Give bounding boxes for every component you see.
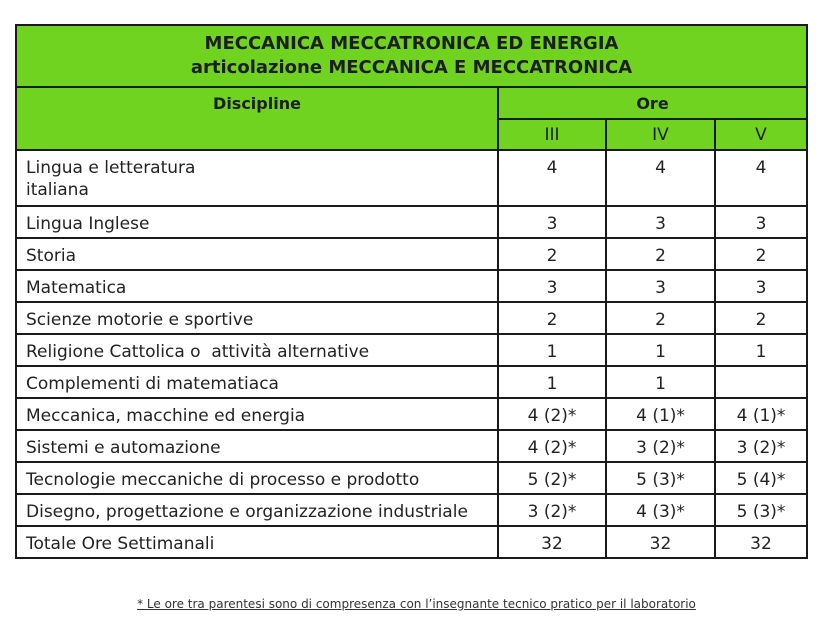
hours-v: 3 (2)* <box>715 430 807 462</box>
title-line-2: articolazione MECCANICA E MECCATRONICA <box>190 57 633 78</box>
table-row <box>16 150 807 206</box>
subject-cell: Sistemi e automazione <box>16 430 498 462</box>
table-row <box>16 462 807 494</box>
header-year-v: V <box>715 119 807 150</box>
subject-line-1: Lingua e letteratura <box>26 158 196 178</box>
hours-iii: 2 <box>498 302 606 334</box>
hours-v <box>715 366 807 398</box>
footnote-text: * Le ore tra parentesi sono di compresenza con l’insegnante tecnico pratico per il laboratorio <box>137 597 696 611</box>
hours-iv: 5 (3)* <box>606 462 715 494</box>
hours-iii: 3 (2)* <box>498 494 606 526</box>
header-year-iii: III <box>498 119 606 150</box>
hours-v: 5 (4)* <box>715 462 807 494</box>
curriculum-table-container <box>15 24 806 559</box>
subject-cell: Meccanica, macchine ed energia <box>16 398 498 430</box>
hours-iii: 4 (2)* <box>498 398 606 430</box>
hours-iii: 2 <box>498 238 606 270</box>
hours-iv: 4 (3)* <box>606 494 715 526</box>
subject-cell: Religione Cattolica o attività alternative <box>16 334 498 366</box>
hours-iii: 4 <box>498 150 606 206</box>
table-row <box>16 366 807 398</box>
title-row <box>16 25 807 87</box>
table-row <box>16 494 807 526</box>
subject-cell: Tecnologie meccaniche di processo e prodotto <box>16 462 498 494</box>
hours-iv: 3 <box>606 270 715 302</box>
subject-cell: Storia <box>16 238 498 270</box>
hours-iii: 4 (2)* <box>498 430 606 462</box>
table-row <box>16 238 807 270</box>
total-label: Totale Ore Settimanali <box>16 526 498 558</box>
hours-iv: 2 <box>606 302 715 334</box>
hours-v: 2 <box>715 302 807 334</box>
total-row <box>16 526 807 558</box>
header-year-iv: IV <box>606 119 715 150</box>
table-row <box>16 206 807 238</box>
hours-v: 5 (3)* <box>715 494 807 526</box>
curriculum-table <box>15 24 808 559</box>
header-hours: Ore <box>498 87 807 119</box>
hours-iii: 3 <box>498 206 606 238</box>
footnote <box>0 597 833 611</box>
hours-iv: 1 <box>606 334 715 366</box>
hours-iv: 1 <box>606 366 715 398</box>
table-row <box>16 334 807 366</box>
hours-v: 2 <box>715 238 807 270</box>
hours-iii: 1 <box>498 366 606 398</box>
subject-cell: Disegno, progettazione e organizzazione industriale <box>16 494 498 526</box>
header-disciplines: Discipline <box>16 87 498 150</box>
hours-iv: 2 <box>606 238 715 270</box>
hours-v: 1 <box>715 334 807 366</box>
table-title <box>16 25 807 87</box>
total-iv: 32 <box>606 526 715 558</box>
table-row <box>16 430 807 462</box>
hours-v: 3 <box>715 206 807 238</box>
hours-v: 4 <box>715 150 807 206</box>
hours-v: 4 (1)* <box>715 398 807 430</box>
hours-iv: 3 <box>606 206 715 238</box>
header-row <box>16 87 807 119</box>
subject-cell: Scienze motorie e sportive <box>16 302 498 334</box>
hours-iii: 5 (2)* <box>498 462 606 494</box>
subject-cell: Matematica <box>16 270 498 302</box>
table-row <box>16 270 807 302</box>
hours-iv: 3 (2)* <box>606 430 715 462</box>
title-line-1: MECCANICA MECCATRONICA ED ENERGIA <box>204 33 619 54</box>
table-row <box>16 302 807 334</box>
hours-iv: 4 (1)* <box>606 398 715 430</box>
hours-iii: 3 <box>498 270 606 302</box>
hours-iii: 1 <box>498 334 606 366</box>
subject-line-2: italiana <box>26 180 89 200</box>
total-iii: 32 <box>498 526 606 558</box>
subject-cell: Complementi di matematiaca <box>16 366 498 398</box>
subject-cell: Lingua Inglese <box>16 206 498 238</box>
table-row <box>16 398 807 430</box>
subject-cell <box>16 150 498 206</box>
hours-iv: 4 <box>606 150 715 206</box>
total-v: 32 <box>715 526 807 558</box>
hours-v: 3 <box>715 270 807 302</box>
